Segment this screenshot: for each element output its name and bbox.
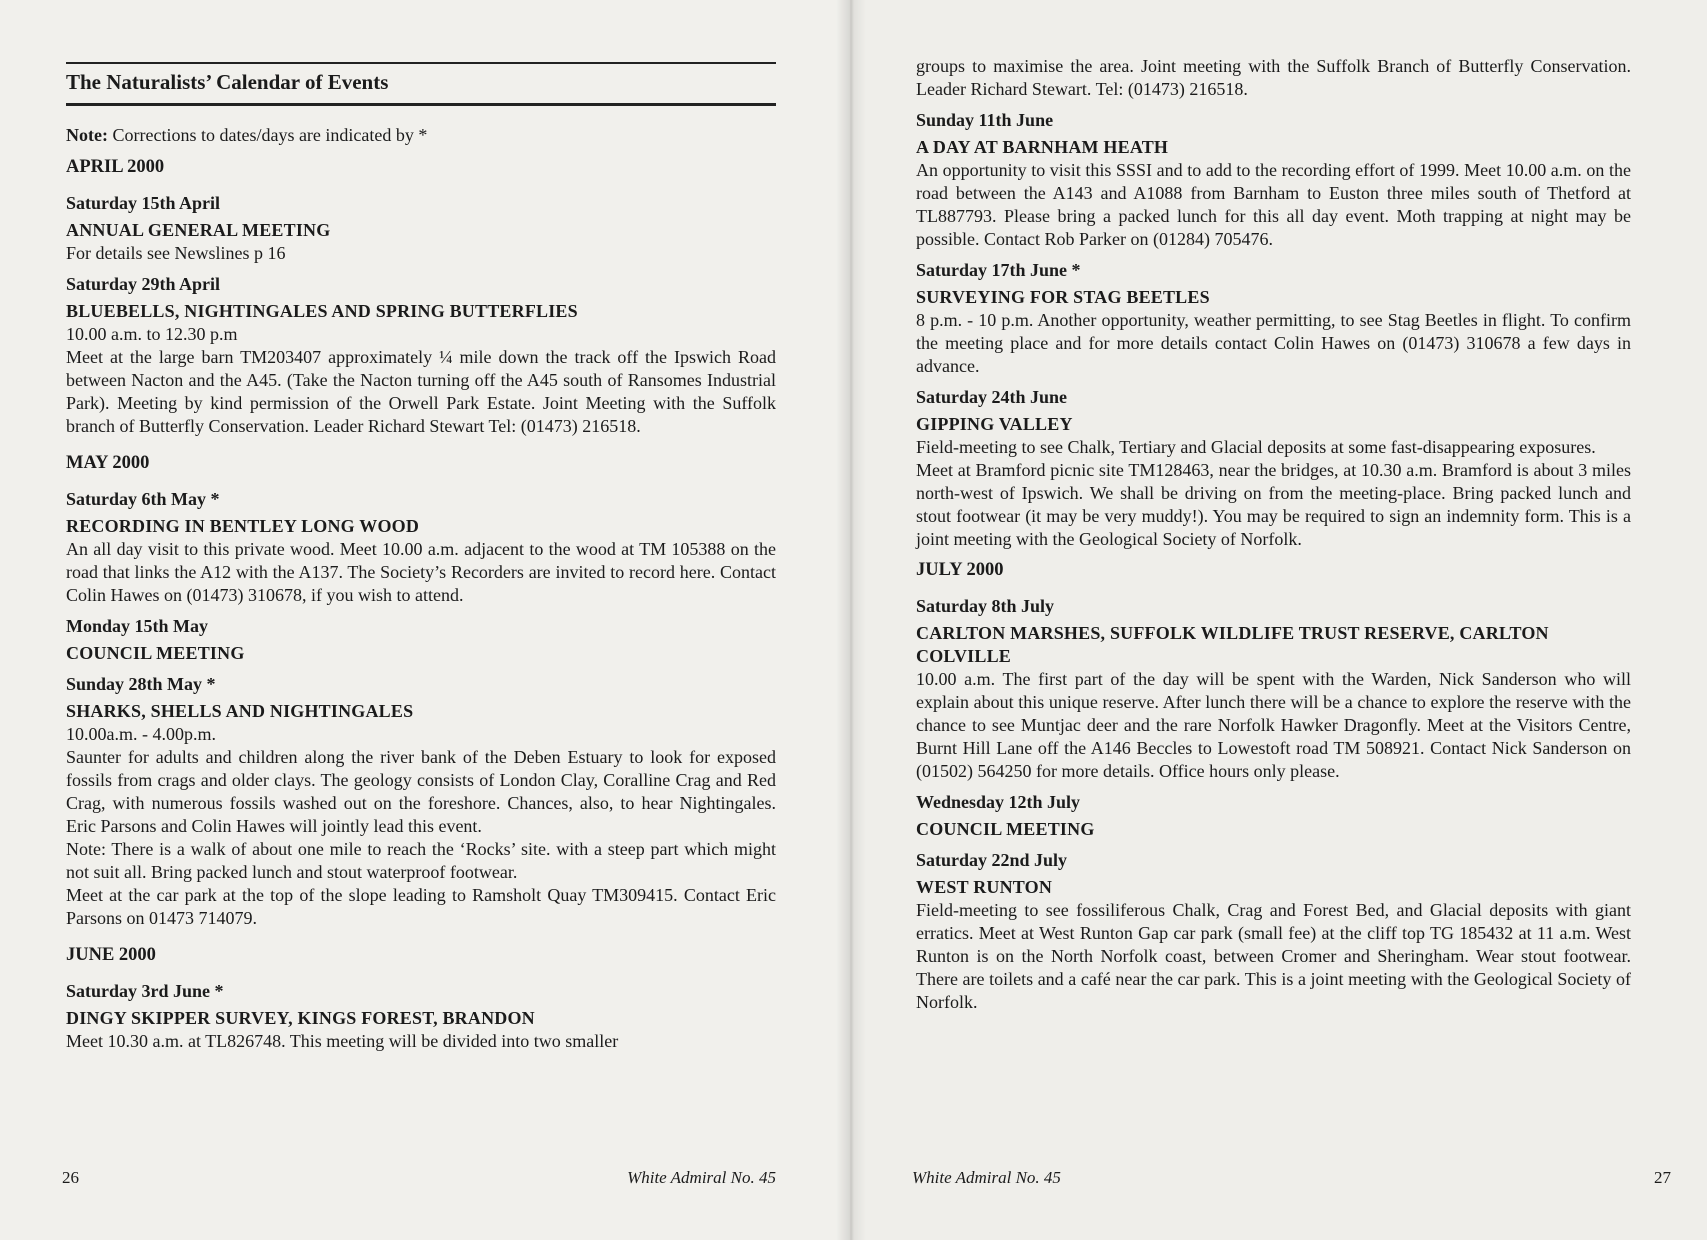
- event-entry: [916, 109, 1631, 251]
- event-text: Meet 10.30 a.m. at TL826748. This meeting will be divided into two smaller: [66, 1031, 619, 1051]
- event-entry: [916, 595, 1631, 783]
- month-heading: MAY 2000: [66, 453, 150, 473]
- event-title: ANNUAL GENERAL MEETING: [66, 220, 331, 240]
- event-text: 10.00 a.m. to 12.30 p.m: [66, 324, 238, 344]
- month-heading: JULY 2000: [916, 560, 1004, 580]
- event-text: Saunter for adults and children along the river bank of the Deben Estuary to look for exposed fossils from crags and older clays. The geology consists of London Clay, Coralline Crag and Red Crag, with numerous fossils washed out on the foreshore. Chances, also, to hear Nightingales. Eric Parsons and Colin Hawes will jointly lead this event.: [66, 747, 776, 836]
- header-rule: [66, 62, 776, 64]
- event-date: Saturday 29th April: [66, 274, 221, 294]
- magazine-name: White Admiral No. 45: [627, 1168, 776, 1187]
- event-entry: [66, 673, 776, 930]
- event-title: COUNCIL MEETING: [66, 643, 245, 663]
- corrections-note: [66, 124, 776, 147]
- event-entry: [66, 488, 776, 607]
- page-number: 27: [1654, 1168, 1671, 1187]
- event-title: SHARKS, SHELLS AND NIGHTINGALES: [66, 701, 414, 721]
- event-text: Meet at Bramford picnic site TM128463, near the bridges, at 10.30 a.m. Bramford is about 3 miles north-west of Ipswich. We shall be driving on from the meeting-place. Bring packed lunch and stout footwear (it may be very muddy!). You may be required to sign an indemnity form. This is a joint meeting with the Geological Society of Norfolk.: [916, 460, 1631, 549]
- header-rule: [66, 103, 776, 106]
- event-text: An opportunity to visit this SSSI and to add to the recording effort of 1999. Meet 10.00 a.m. on the road between the A143 and A1088 from Barnham to Euston three miles south of Thetford at TL887793. Please bring a packed lunch for this all day event. Moth trapping at night may be possible. Contact Rob Parker on (01284) 705476.: [916, 160, 1631, 249]
- event-text: For details see Newslines p 16: [66, 243, 286, 263]
- event-text: 8 p.m. - 10 p.m. Another opportunity, weather permitting, to see Stag Beetles in flight. To confirm the meeting place and for more details contact Colin Hawes on (01473) 310678 a few days in advance.: [916, 310, 1631, 376]
- event-title: DINGY SKIPPER SURVEY, KINGS FOREST, BRANDON: [66, 1008, 535, 1028]
- event-title: SURVEYING FOR STAG BEETLES: [916, 287, 1210, 307]
- event-title: COUNCIL MEETING: [916, 819, 1095, 839]
- note-text: Corrections to dates/days are indicated by *: [112, 125, 428, 145]
- event-date: Saturday 3rd June *: [66, 981, 224, 1001]
- event-entry: [916, 849, 1631, 1014]
- event-entry: [66, 615, 776, 665]
- event-entry: [66, 192, 776, 265]
- event-date: Saturday 6th May *: [66, 489, 220, 509]
- event-text: 10.00 a.m. The first part of the day will be spent with the Warden, Nick Sanderson who will explain about this unique reserve. After lunch there will be a chance to explore the reserve with the chance to see Muntjac deer and the rare Norfolk Hawker Dragonfly. Meet at the Visitors Centre, Burnt Hill Lane off the A146 Beccles to Lowestoft road TM 508921. Contact Nick Sanderson on (01502) 564250 for more details. Office hours only please.: [916, 669, 1631, 781]
- event-title: GIPPING VALLEY: [916, 414, 1073, 434]
- event-title: CARLTON MARSHES, SUFFOLK WILDLIFE TRUST RESERVE, CARLTON COLVILLE: [916, 623, 1549, 666]
- event-text: An all day visit to this private wood. Meet 10.00 a.m. adjacent to the wood at TM 105388 on the road that links the A12 with the A137. The Society’s Recorders are invited to record here. Contact Colin Hawes on (01473) 310678, if you wish to attend.: [66, 539, 776, 605]
- event-text: Note: There is a walk of about one mile to reach the ‘Rocks’ site. with a steep part which might not suit all. Bring packed lunch and stout waterproof footwear.: [66, 839, 776, 882]
- event-title: WEST RUNTON: [916, 877, 1053, 897]
- event-text: Field-meeting to see fossiliferous Chalk, Crag and Forest Bed, and Glacial deposits with giant erratics. Meet at West Runton Gap car park (small fee) at the cliff top TG 185432 at 11 a.m. West Runton is on the North Norfolk coast, between Cromer and Sheringham. Wear stout footwear. There are toilets and a café near the car park. This is a joint meeting with the Geological Society of Norfolk.: [916, 900, 1631, 1012]
- month-heading: JUNE 2000: [66, 945, 156, 965]
- event-entry: [916, 259, 1631, 378]
- event-entry: [916, 386, 1631, 551]
- event-date: Saturday 15th April: [66, 193, 221, 213]
- july-events: [916, 595, 1631, 1014]
- event-date: Saturday 17th June *: [916, 260, 1081, 280]
- month-heading: APRIL 2000: [66, 157, 165, 177]
- event-date: Monday 15th May: [66, 616, 209, 636]
- left-page: [0, 0, 850, 1240]
- event-text: Field-meeting to see Chalk, Tertiary and Glacial deposits at some fast-disappearing exposures.: [916, 437, 1596, 457]
- event-entry: [66, 273, 776, 438]
- event-entry: [916, 791, 1631, 841]
- page-number: 26: [62, 1168, 79, 1187]
- event-entry: [66, 980, 776, 1053]
- event-title: BLUEBELLS, NIGHTINGALES AND SPRING BUTTERFLIES: [66, 301, 578, 321]
- continuation-text: groups to maximise the area. Joint meeting with the Suffolk Branch of Butterfly Conservation. Leader Richard Stewart. Tel: (01473) 216518.: [916, 56, 1631, 99]
- event-title: RECORDING IN BENTLEY LONG WOOD: [66, 516, 420, 536]
- magazine-name: White Admiral No. 45: [912, 1168, 1061, 1187]
- calendar-title: The Naturalists’ Calendar of Events: [66, 70, 389, 94]
- event-date: Sunday 28th May *: [66, 674, 216, 694]
- event-text: 10.00a.m. - 4.00p.m.: [66, 724, 216, 744]
- book-gutter: [836, 0, 866, 1240]
- event-text: Meet at the large barn TM203407 approximately ¼ mile down the track off the Ipswich Road between Nacton and the A45. (Take the Nacton turning off the A45 south of Ransomes Industrial Park). Meeting by kind permission of the Orwell Park Estate. Joint Meeting with the Suffolk branch of Butterfly Conservation. Leader Richard Stewart Tel: (01473) 216518.: [66, 347, 776, 436]
- right-events-flow: [916, 55, 1631, 1022]
- event-date: Wednesday 12th July: [916, 792, 1081, 812]
- event-date: Sunday 11th June: [916, 110, 1054, 130]
- left-events-flow: [66, 124, 776, 1061]
- note-label: Note:: [66, 125, 108, 145]
- event-title: A DAY AT BARNHAM HEATH: [916, 137, 1169, 157]
- june-events: [916, 109, 1631, 551]
- right-page: [850, 0, 1707, 1240]
- event-date: Saturday 22nd July: [916, 850, 1068, 870]
- event-date: Saturday 24th June: [916, 387, 1068, 407]
- event-date: Saturday 8th July: [916, 596, 1055, 616]
- event-text: Meet at the car park at the top of the slope leading to Ramsholt Quay TM309415. Contact Eric Parsons on 01473 714079.: [66, 885, 776, 928]
